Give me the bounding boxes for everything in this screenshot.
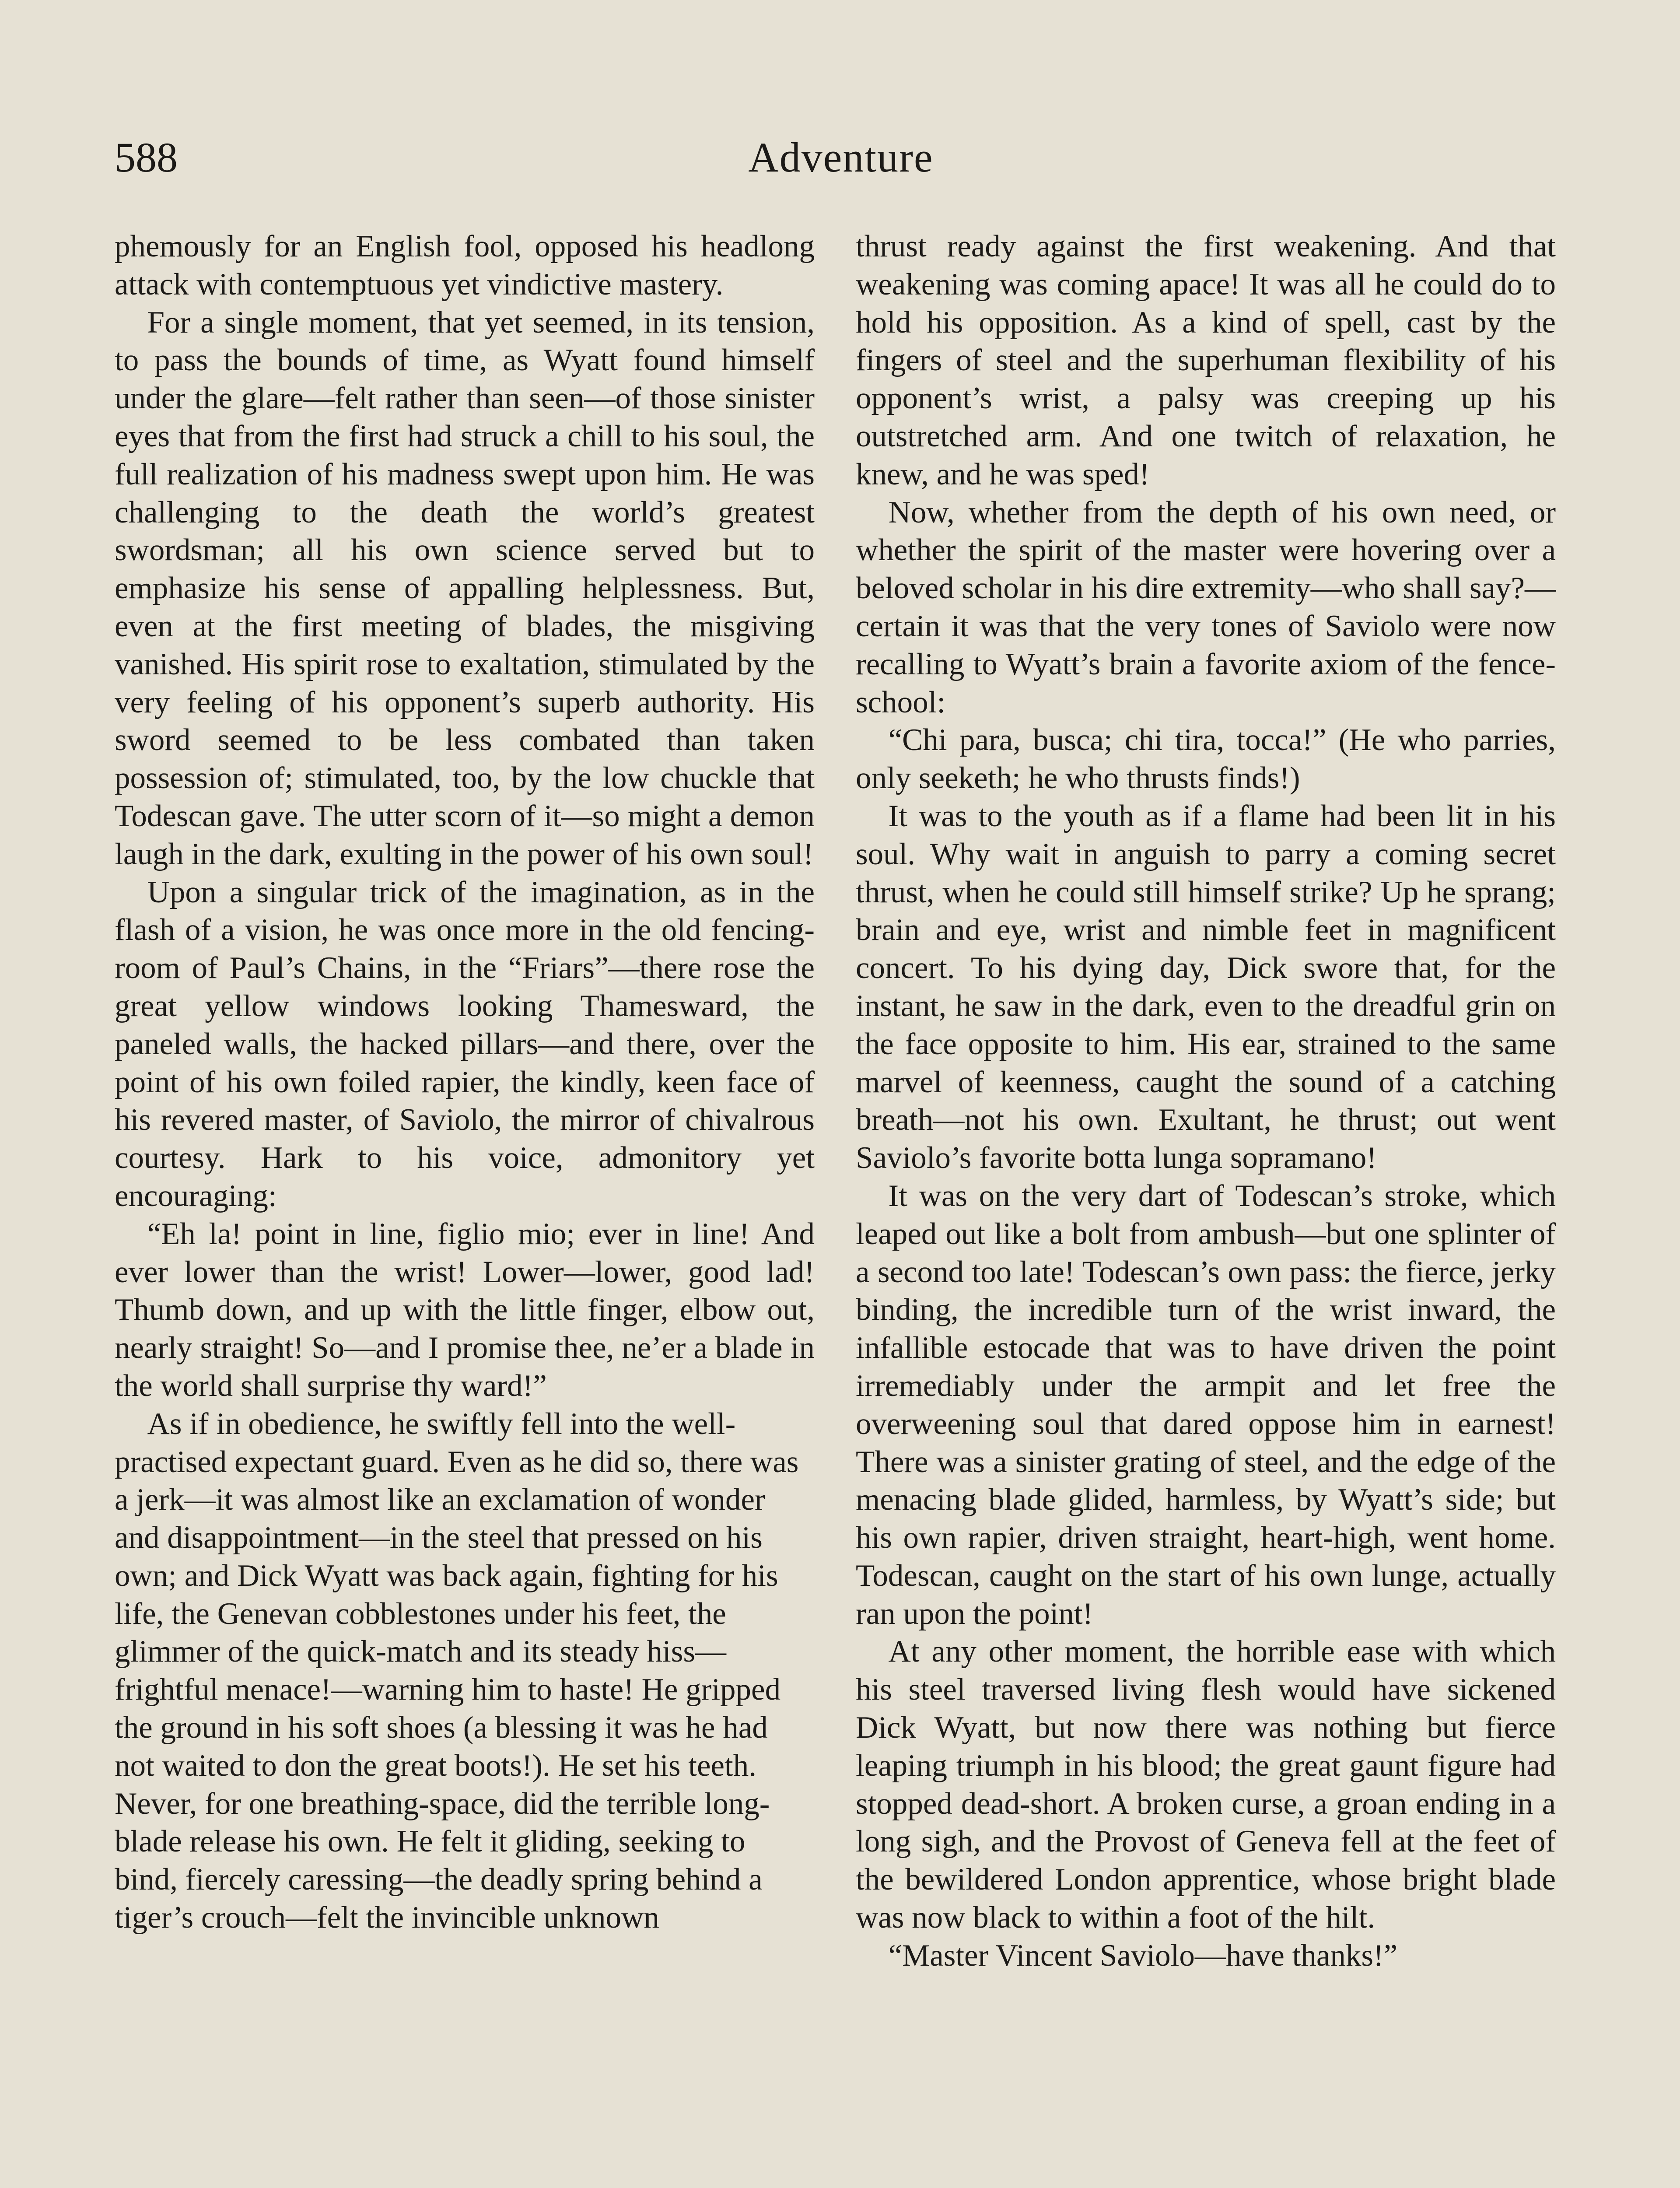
page-header bbox=[115, 131, 1567, 193]
paragraph: It was to the youth as if a flame had been lit in his soul. Why wait in anguish to parry a coming secret thrust, when he could still himself strike? Up he sprang; brain and eye, wrist and nimble feet in magnificent concert. To his dying day, Dick swore that, for the instant, he saw in the dark, even to the dreadful grin on the face opposite to him. His ear, strained to the same marvel of keenness, caught the sound of a catching breath—not his own. Exultant, he thrust; out went Saviolo’s favorite botta lunga sopramano! bbox=[856, 799, 1556, 1175]
paragraph: At any other moment, the horrible ease with which his steel traversed living flesh would have sickened Dick Wyatt, but now there was nothing but fierce leaping triumph in his blood; the great gaunt figure had stopped dead-short. A broken curse, a groan ending in a long sigh, and the Provost of Geneva fell at the feet of the bewildered London apprentice, whose bright blade was now black to within a foot of the hilt. bbox=[856, 1634, 1556, 1935]
paragraph: It was on the very dart of Todescan’s stroke, which leaped out like a bolt from ambush—but one splinter of a second too late! Todescan’s own pass: the fierce, jerky binding, the incredible turn of the wrist inward, the infallible estocade that was to have driven the point irremediably under the armpit and let free the overweening soul that dared oppose him in earnest! There was a sinister grating of steel, and the edge of the menacing blade glided, harmless, by Wyatt’s side; but his own rapier, driven straight, heart-high, went home. Todescan, caught on the start of his own lunge, actually ran upon the point! bbox=[856, 1178, 1556, 1631]
paragraph: “Master Vincent Saviolo—have thanks!” bbox=[888, 1938, 1398, 1973]
magazine-title: Adventure bbox=[748, 134, 934, 181]
page-number: 588 bbox=[115, 134, 178, 181]
right-column bbox=[856, 228, 1556, 1975]
paragraph: thrust ready against the first weakening. And that weakening was coming apace! It was all he could do to hold his opposition. As a kind of spell, cast by the fingers of steel and the superhuman flexibility of his opponent’s wrist, a palsy was creeping up his outstretched arm. And one twitch of relaxation, he knew, and he was sped! bbox=[856, 229, 1556, 491]
paragraph: For a single moment, that yet seemed, in its tension, to pass the bounds of time, as Wyatt found himself under the glare—felt rather than seen—of those sinister eyes that from the first had struck a chill to his soul, the full realization of his madness swept upon him. He was challenging to the death the world’s greatest swordsman; all his own science served but to emphasize his sense of appalling helplessness. But, even at the first meeting of blades, the misgiving vanished. His spirit rose to exaltation, stimulated by the very feeling of his opponent’s superb authority. His sword seemed to be less combated than taken possession of; stimulated, too, by the low chuckle that Todescan gave. The utter scorn of it—so might a demon laugh in the dark, exulting in the power of his own soul! bbox=[115, 305, 815, 871]
paragraph: phemously for an English fool, opposed his headlong attack with contemptuous yet vindictive mastery. bbox=[115, 229, 815, 302]
paragraph: “Eh la! point in line, figlio mio; ever in line! And ever lower than the wrist! Lower—lower, good lad! Thumb down, and up with the little finger, elbow out, nearly straight! So—and I promise thee, ne’er a blade in the world shall surprise thy ward!” bbox=[115, 1217, 815, 1403]
paragraph: Upon a singular trick of the imagination, as in the flash of a vision, he was once more in the old fencing-room of Paul’s Chains, in the “Friars”—there rose the great yellow windows looking Thamesward, the paneled walls, the hacked pillars—and there, over the point of his own foiled rapier, the kindly, keen face of his revered master, of Saviolo, the mirror of chivalrous courtesy. Hark to his voice, admonitory yet encouraging: bbox=[115, 875, 815, 1213]
left-column bbox=[115, 228, 815, 1937]
paragraph: “Chi para, busca; chi tira, tocca!” (He who parries, only seeketh; he who thrusts finds!) bbox=[856, 723, 1556, 796]
paragraph: Now, whether from the depth of his own need, or whether the spirit of the master were hovering over a beloved scholar in his dire extremity—who shall say?—certain it was that the very tones of Saviolo were now recalling to Wyatt’s brain a favorite axiom of the fence-school: bbox=[856, 495, 1556, 719]
paragraph: As if in obedience, he swiftly fell into the well-practised expectant guard. Even as he did so, there was a jerk—it was almost like an exclamation of wonder and disappointment—in the steel that pressed on his own; and Dick Wyatt was back again, fighting for his life, the Genevan cobblestones under his feet, the glimmer of the quick-match and its steady hiss—frightful menace!—warning him to haste! He gripped the ground in his soft shoes (a blessing it was he had not waited to don the great boots!). He set his teeth. Never, for one breathing-space, did the terrible long-blade release his own. He felt it gliding, seeking to bind, fiercely caressing—the deadly spring behind a tiger’s crouch—felt the invincible unknown bbox=[115, 1406, 799, 1935]
